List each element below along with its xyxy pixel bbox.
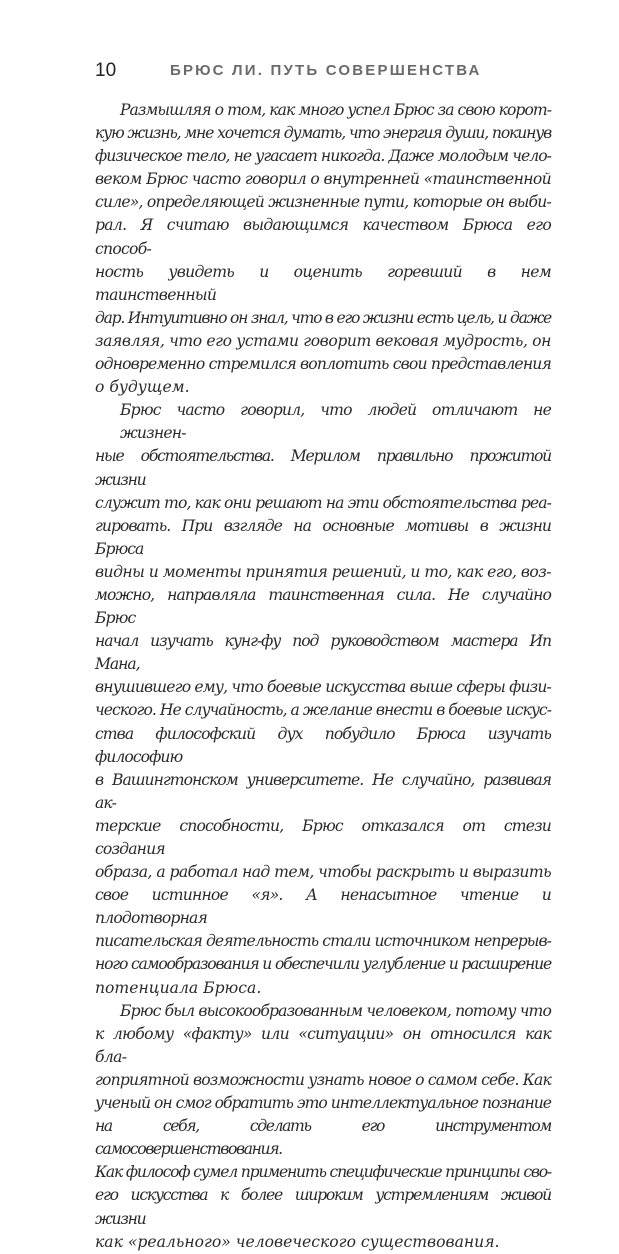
text-line	[95, 1069, 551, 1092]
running-title: БРЮС ЛИ. ПУТЬ СОВЕРШЕНСТВА	[170, 62, 482, 79]
text-line-content: терские способности, Брюс отказался от стези создания	[95, 816, 551, 858]
text-line	[95, 122, 551, 145]
paragraph	[95, 399, 551, 999]
text-line	[95, 676, 551, 699]
text-line	[95, 699, 551, 722]
text-line	[95, 1161, 551, 1184]
page-number: 10	[95, 60, 117, 81]
text-line-content: физическое тело, не угасает никогда. Даже молодым чело-	[95, 147, 551, 166]
text-line-content: служит то, как они решают на эти обстоятельства реа-	[95, 493, 551, 512]
text-line	[95, 307, 551, 330]
text-line	[95, 584, 551, 630]
text-line	[95, 214, 551, 260]
text-line	[95, 1023, 551, 1069]
text-line-content: как «реального» человеческого существования.	[95, 1232, 500, 1251]
text-line	[95, 723, 551, 769]
text-line-content: о будущем.	[95, 378, 190, 397]
text-line	[95, 492, 551, 515]
text-line-content: гоприятной возможности узнать новое о самом себе. Как	[95, 1070, 551, 1089]
text-line	[95, 930, 551, 953]
text-line	[95, 1092, 551, 1115]
text-line-content: Как философ сумел применить специфические принципы сво-	[95, 1163, 551, 1182]
text-line	[95, 376, 551, 399]
paragraph	[95, 99, 551, 399]
text-line-content: начал изучать кунг-фу под руководством мастера Ип Мана,	[95, 632, 551, 674]
text-line-content: ного самообразования и обеспечили углубление и расширение	[95, 955, 551, 974]
text-line-content: видны и моменты принятия решений, и то, как его, воз-	[95, 562, 552, 581]
body-text	[95, 99, 551, 1254]
text-line	[95, 630, 551, 676]
text-line-content: ные обстоятельства. Мерилом правильно прожитой жизни	[95, 447, 551, 489]
text-line	[95, 769, 551, 815]
text-line	[95, 1000, 551, 1023]
text-line	[95, 884, 551, 930]
text-line-content: внушившего ему, что боевые искусства выше сферы физи-	[95, 678, 551, 697]
text-line	[95, 99, 551, 122]
text-line	[95, 1115, 551, 1161]
text-line-content: можно, направляла таинственная сила. Не случайно Брюс	[95, 585, 551, 628]
text-line	[95, 261, 551, 307]
text-line	[95, 168, 551, 191]
text-line	[95, 399, 551, 445]
text-line	[95, 1184, 551, 1230]
text-line-content: ность увидеть и оценить горевший в нем таинственный	[95, 262, 551, 304]
text-line	[95, 977, 551, 1000]
text-line-content: ческого. Не случайность, а желание внести в боевые искус-	[95, 701, 551, 720]
text-line-content: Брюс часто говорил, что людей отличают не жизнен-	[120, 401, 551, 443]
text-line-content: в Вашингтонском университете. Не случайно, развивая ак-	[95, 770, 551, 812]
text-line-content: ученый он смог обратить это интеллектуальное познание	[95, 1094, 551, 1113]
running-header	[95, 60, 550, 84]
text-line-content: Размышляя о том, как много успел Брюс за свою корот-	[120, 101, 551, 119]
text-line-content: силе», определяющей жизненные пути, которые он выби-	[95, 193, 551, 212]
text-line	[95, 815, 551, 861]
text-line	[95, 561, 551, 584]
text-line-content: рал. Я считаю выдающимся качеством Брюса его способ-	[95, 216, 551, 258]
text-line-content: одновременно стремился воплотить свои представления	[95, 355, 551, 374]
text-line	[95, 953, 551, 976]
text-line-content: ства философский дух побудило Брюса изучать философию	[95, 724, 551, 766]
text-line	[95, 353, 551, 376]
text-line	[95, 515, 551, 561]
text-line-content: заявляя, что его устами говорит вековая мудрость, он	[95, 331, 551, 350]
text-line-content: гировать. При взгляде на основные мотивы в жизни Брюса	[95, 516, 551, 558]
text-line	[95, 445, 551, 491]
text-line-content: свое истинное «я». А ненасытное чтение и плодотворная	[95, 886, 551, 928]
text-line	[95, 145, 551, 168]
text-line-content: к любому «факту» или «ситуации» он относился как бла-	[95, 1024, 551, 1066]
text-line-content: писательская деятельность стали источником непрерыв-	[95, 932, 551, 951]
text-line-content: на себя, сделать его инструментом самосовершенствования.	[95, 1117, 551, 1159]
text-line-content: дар. Интуитивно он знал, что в его жизни есть цель, и даже	[95, 308, 551, 327]
paragraph	[95, 1000, 551, 1254]
text-line	[95, 330, 551, 353]
text-line-content: Брюс был высокообразованным человеком, потому что	[120, 1001, 551, 1020]
text-line	[95, 1231, 551, 1254]
text-line-content: образа, а работал над тем, чтобы раскрыть и выразить	[95, 863, 551, 882]
text-line	[95, 861, 551, 884]
text-line-content: потенциала Брюса.	[95, 978, 262, 997]
text-line	[95, 191, 551, 214]
text-line-content: кую жизнь, мне хочется думать, что энергия души, покинув	[95, 124, 551, 143]
text-line-content: его искусства к более широким устремлениям живой жизни	[95, 1186, 551, 1228]
text-line-content: веком Брюс часто говорил о внутренней «таинственной	[95, 170, 551, 189]
